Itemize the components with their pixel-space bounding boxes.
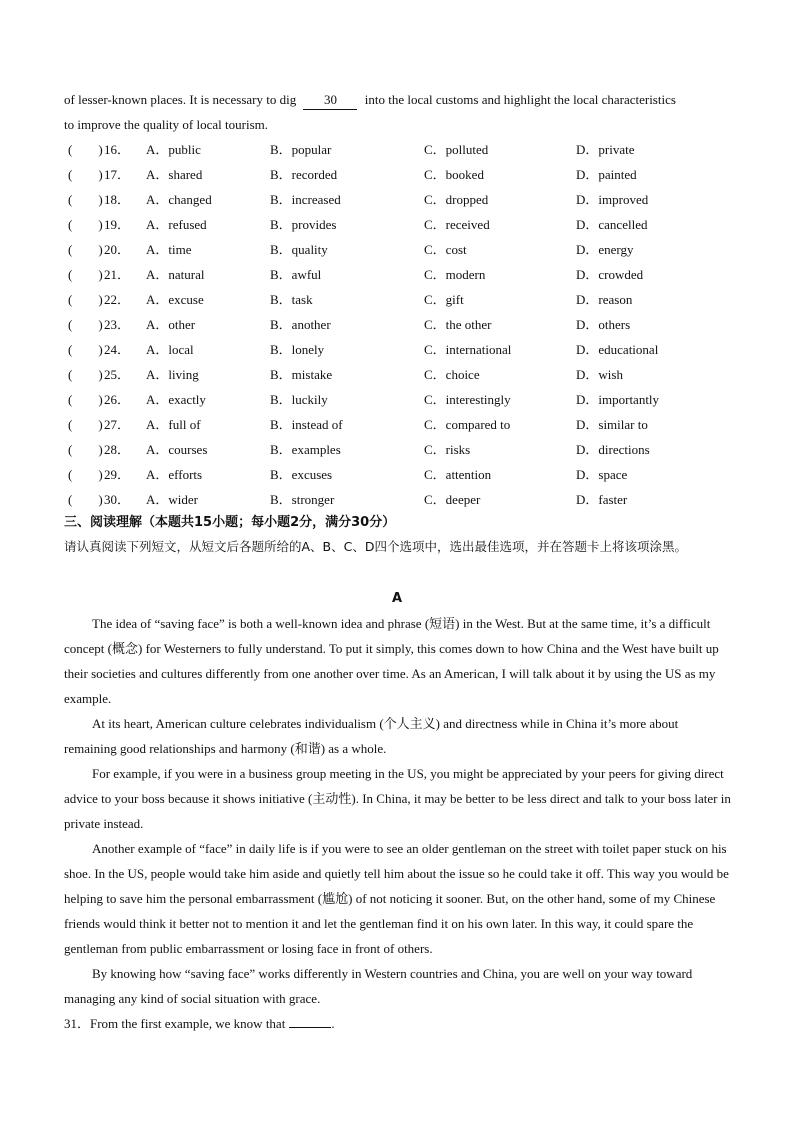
passage-paragraph-2: At its heart, American culture celebrates individualism (个人主义) and directness while in China it’s more about remaining good relationships and harmony (和谐) as a whole. <box>64 716 679 756</box>
option-b: B．task <box>270 292 313 307</box>
option-a: A．shared <box>146 167 203 182</box>
option-a: A．natural <box>146 267 205 282</box>
option-d: D．wish <box>576 367 623 382</box>
option-c: C．received <box>424 217 490 232</box>
question-number: 26． <box>104 392 131 407</box>
option-d: D．improved <box>576 192 649 207</box>
question-number: 17． <box>104 167 131 182</box>
option-a: A．exactly <box>146 392 206 407</box>
option-c: C．polluted <box>424 142 489 157</box>
option-b: B．provides <box>270 217 337 232</box>
answer-blank[interactable] <box>289 1027 331 1028</box>
option-d: D．faster <box>576 492 628 507</box>
question-number: 28． <box>104 442 131 457</box>
option-row <box>64 166 744 184</box>
option-row <box>64 316 744 334</box>
option-a: A．time <box>146 242 192 257</box>
option-a: A．wider <box>146 492 198 507</box>
question-number: 30． <box>104 492 131 507</box>
intro-line-1 <box>64 91 676 110</box>
option-a: A．efforts <box>146 467 203 482</box>
answer-paren[interactable]: ( ) <box>68 267 103 282</box>
option-c: C．cost <box>424 242 467 257</box>
question-number: 19． <box>104 217 131 232</box>
passage-label: A <box>391 591 403 606</box>
question-number: 23． <box>104 317 131 332</box>
option-a: A．courses <box>146 442 208 457</box>
intro-text-2: into the local customs and highlight the local characteristics <box>364 92 676 107</box>
option-row <box>64 341 744 359</box>
answer-paren[interactable]: ( ) <box>68 392 103 407</box>
option-row <box>64 291 744 309</box>
option-row <box>64 391 744 409</box>
option-b: B．popular <box>270 142 332 157</box>
option-b: B．mistake <box>270 367 333 382</box>
answer-paren[interactable]: ( ) <box>68 467 103 482</box>
passage-paragraph-4: Another example of “face” in daily life is if you were to see an older gentleman on the street with toilet paper stuck on his shoe. In the US, people would take him aside and quietly tell him about the issue so he could take it off. This way you would be helping to save him the personal embarrassment (尴尬) of not noticing it sooner. But, on the other hand, some of my Chinese friends would think it better not to mention it and let the gentleman find it on his own later. In this way, it could spare the gentleman from public embarrassment or losing face in front of others. <box>64 841 729 956</box>
option-b: B．recorded <box>270 167 338 182</box>
question-number: 29． <box>104 467 131 482</box>
answer-paren[interactable]: ( ) <box>68 242 103 257</box>
option-a: A．local <box>146 342 194 357</box>
intro-text: of lesser-known places. It is necessary to dig <box>64 92 297 107</box>
answer-paren[interactable]: ( ) <box>68 367 103 382</box>
passage-paragraph-3: For example, if you were in a business group meeting in the US, you might be appreciated by your peers for giving direct advice to your boss because it shows initiative (主动性). In China, it may be better to be less direct and talk to your boss later in private instead. <box>64 766 731 831</box>
question-number: 18． <box>104 192 131 207</box>
option-c: C．deeper <box>424 492 481 507</box>
option-a: A．refused <box>146 217 207 232</box>
answer-paren[interactable]: ( ) <box>68 167 103 182</box>
option-b: B．stronger <box>270 492 335 507</box>
answer-paren[interactable]: ( ) <box>68 217 103 232</box>
option-b: B．increased <box>270 192 341 207</box>
answer-paren[interactable]: ( ) <box>68 142 103 157</box>
option-row <box>64 466 744 484</box>
option-b: B．instead of <box>270 417 343 432</box>
option-c: C．risks <box>424 442 471 457</box>
option-row <box>64 266 744 284</box>
option-b: B．awful <box>270 267 322 282</box>
option-d: D．importantly <box>576 392 660 407</box>
question-number: 25． <box>104 367 131 382</box>
question-number: 20． <box>104 242 131 257</box>
option-a: A．full of <box>146 417 201 432</box>
option-b: B．another <box>270 317 331 332</box>
option-d: D．others <box>576 317 631 332</box>
answer-paren[interactable]: ( ) <box>68 417 103 432</box>
option-row <box>64 216 744 234</box>
option-a: A．changed <box>146 192 212 207</box>
option-c: C．modern <box>424 267 486 282</box>
question-number: 21． <box>104 267 131 282</box>
question-number: 16． <box>104 142 131 157</box>
section-instruction: 请认真阅读下列短文，从短文后各题所给的A、B、C、D四个选项中，选出最佳选项，并在答题卡上将该项涂黑。 <box>64 539 687 554</box>
option-b: B．excuses <box>270 467 333 482</box>
option-a: A．living <box>146 367 199 382</box>
option-d: D．painted <box>576 167 637 182</box>
option-c: C．the other <box>424 317 492 332</box>
option-c: C．compared to <box>424 417 511 432</box>
answer-paren[interactable]: ( ) <box>68 342 103 357</box>
option-c: C．international <box>424 342 512 357</box>
question-31-text: 31．From the first example, we know that <box>64 1016 286 1031</box>
option-b: B．examples <box>270 442 341 457</box>
option-b: B．quality <box>270 242 328 257</box>
intro-line-2: to improve the quality of local tourism. <box>64 117 268 132</box>
passage-paragraph-1: The idea of “saving face” is both a well-known idea and phrase (短语) in the West. But at the same time, it’s a difficult concept (概念) for Westerners to fully understand. To put it simply, this comes down to how China and the West have built up their societies and cultures differently from one another over time. As an American, I will talk about it by using the US as my example. <box>64 616 719 706</box>
option-d: D．similar to <box>576 417 648 432</box>
option-d: D．educational <box>576 342 659 357</box>
option-row <box>64 491 744 509</box>
option-row <box>64 366 744 384</box>
option-d: D．private <box>576 142 635 157</box>
question-number: 24． <box>104 342 131 357</box>
option-d: D．directions <box>576 442 650 457</box>
option-row <box>64 241 744 259</box>
answer-paren[interactable]: ( ) <box>68 192 103 207</box>
option-b: B．luckily <box>270 392 328 407</box>
option-a: A．other <box>146 317 196 332</box>
question-number: 22． <box>104 292 131 307</box>
option-row <box>64 441 744 459</box>
option-c: C．attention <box>424 467 492 482</box>
answer-paren[interactable]: ( ) <box>68 492 103 507</box>
option-row <box>64 141 744 159</box>
option-c: C．gift <box>424 292 464 307</box>
option-d: D．reason <box>576 292 633 307</box>
option-c: C．interestingly <box>424 392 511 407</box>
option-a: A．public <box>146 142 201 157</box>
option-row <box>64 416 744 434</box>
passage-paragraph-5: By knowing how “saving face” works differently in Western countries and China, you are well on your way toward managing any kind of social situation with grace. <box>64 966 693 1006</box>
option-c: C．booked <box>424 167 484 182</box>
option-d: D．space <box>576 467 628 482</box>
blank-30: 30 <box>303 91 357 110</box>
answer-paren[interactable]: ( ) <box>68 442 103 457</box>
answer-paren[interactable]: ( ) <box>68 292 103 307</box>
question-31: 31．From the first example, we know that . <box>64 1016 335 1031</box>
section-title: 三、阅读理解（本题共15小题；每小题2分，满分30分） <box>64 515 396 530</box>
option-c: C．choice <box>424 367 480 382</box>
option-d: D．crowded <box>576 267 644 282</box>
option-c: C．dropped <box>424 192 489 207</box>
option-b: B．lonely <box>270 342 325 357</box>
option-row <box>64 191 744 209</box>
option-d: D．cancelled <box>576 217 648 232</box>
question-number: 27． <box>104 417 131 432</box>
option-d: D．energy <box>576 242 634 257</box>
option-a: A．excuse <box>146 292 204 307</box>
answer-paren[interactable]: ( ) <box>68 317 103 332</box>
